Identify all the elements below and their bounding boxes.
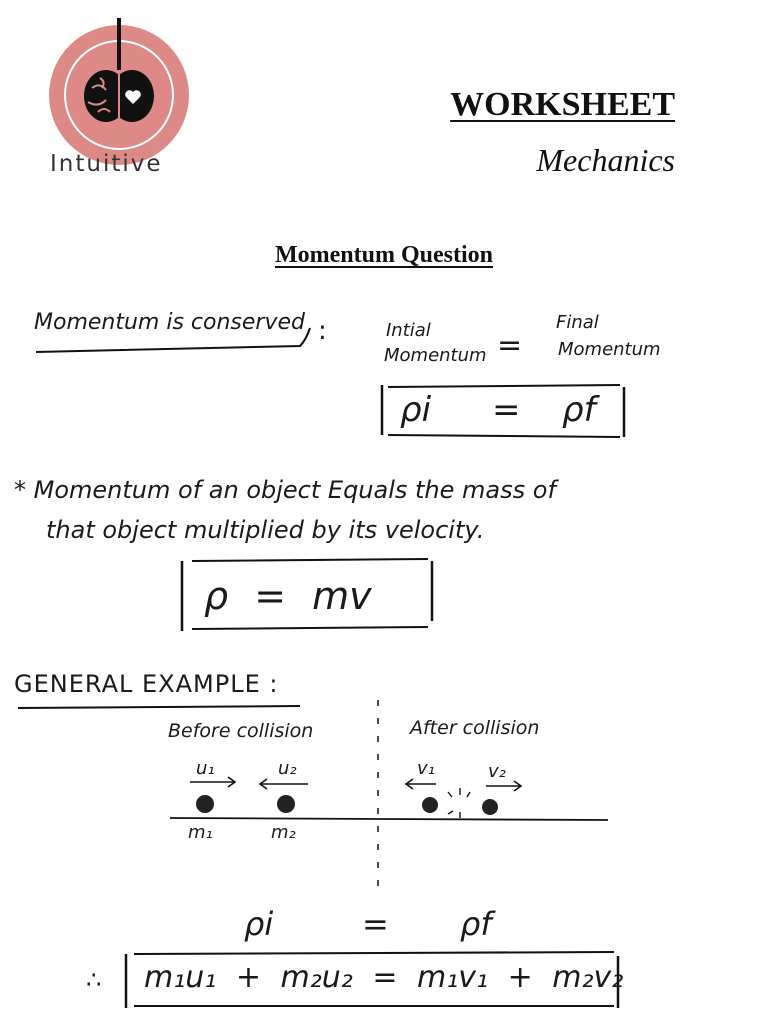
final-momentum-line1: Final xyxy=(556,312,599,333)
conservation-equals: = xyxy=(497,328,523,363)
initial-momentum-line2: Momentum xyxy=(384,345,487,366)
arrow-v1-icon xyxy=(406,779,436,789)
therefore-symbol: ∴ xyxy=(86,966,102,994)
definition-line1: * Momentum of an object Equals the mass of xyxy=(14,476,556,504)
final-momentum-line2: Momentum xyxy=(558,339,661,360)
momentum-formula: ρ = mv xyxy=(204,574,372,618)
ball-m2-icon xyxy=(277,795,295,813)
after-collision-label: After collision xyxy=(410,717,540,739)
initial-momentum-symbol: ρi xyxy=(400,390,432,430)
worksheet-subject: Mechanics xyxy=(536,142,675,178)
velocity-v2-label: v₂ xyxy=(488,761,506,782)
ball-after-2-icon xyxy=(482,799,498,815)
definition-line2: that object multiplied by its velocity. xyxy=(46,516,485,544)
impact-marks-icon xyxy=(448,788,470,818)
velocity-u1-label: u₁ xyxy=(196,758,215,779)
final-momentum-symbol: ρf xyxy=(562,390,596,430)
velocity-v1-label: v₁ xyxy=(417,758,435,779)
brand-name: Intuitive xyxy=(50,151,163,177)
ground-line xyxy=(170,818,608,820)
mass-m2-label: m₂ xyxy=(271,822,296,843)
general-example-heading: GENERAL EXAMPLE : xyxy=(14,670,279,698)
arrow-u2-icon xyxy=(260,779,308,789)
ball-after-1-icon xyxy=(422,797,438,813)
conservation-colon: : xyxy=(318,316,327,346)
result-equals: = xyxy=(362,905,389,943)
conservation-statement: Momentum is conserved xyxy=(34,310,305,335)
boxed-equals: = xyxy=(492,390,521,430)
worksheet-title: WORKSHEET xyxy=(450,86,675,123)
velocity-u2-label: u₂ xyxy=(278,758,297,779)
result-initial-momentum: ρi xyxy=(244,905,274,943)
result-final-momentum: ρf xyxy=(460,905,492,943)
arrow-u1-icon xyxy=(190,777,235,787)
conservation-equation: m₁u₁ + m₂u₂ = m₁v₁ + m₂v₂ xyxy=(144,960,624,995)
arrow-v2-icon xyxy=(486,781,521,791)
initial-momentum-line1: Intial xyxy=(386,320,431,341)
before-collision-label: Before collision xyxy=(168,720,314,742)
collision-diagram xyxy=(160,700,630,900)
ball-m1-icon xyxy=(196,795,214,813)
mass-m1-label: m₁ xyxy=(188,822,213,843)
question-title: Momentum Question xyxy=(275,242,493,268)
